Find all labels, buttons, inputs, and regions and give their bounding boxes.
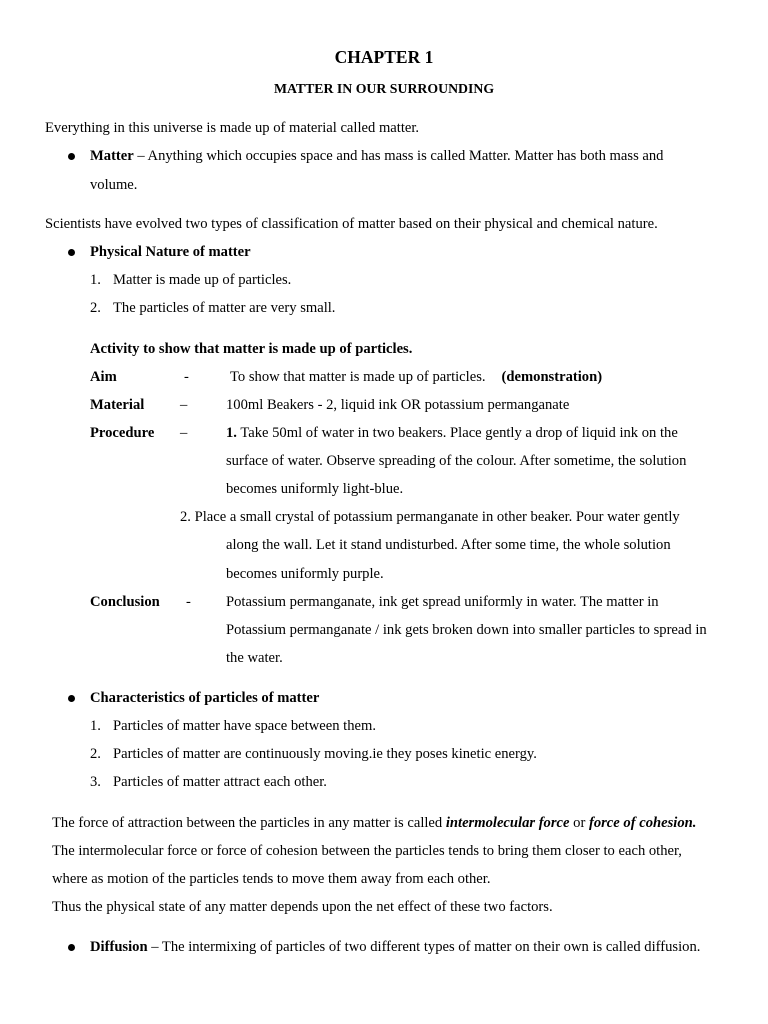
list-item: Particles of matter are continuously moving.ie they poses kinetic energy. xyxy=(113,746,537,762)
procedure-step-1 xyxy=(226,424,678,442)
bullet-icon xyxy=(68,249,75,256)
aim-text-body: To show that matter is made up of particles. xyxy=(230,369,486,385)
list-item-number: 3. xyxy=(90,774,101,790)
term-force-of-cohesion: force of cohesion. xyxy=(588,815,697,831)
force-paragraph xyxy=(52,814,696,832)
material-label: Material xyxy=(90,397,145,413)
list-item: Particles of matter have space between them. xyxy=(113,718,376,734)
aim-text xyxy=(230,368,602,386)
matter-term: Matter xyxy=(90,148,134,164)
classification-paragraph: Scientists have evolved two types of classification of matter based on their physical and chemical nature. xyxy=(45,216,658,232)
conclusion-text: Potassium permanganate, ink get spread uniformly in water. The matter in xyxy=(226,594,659,610)
bullet-icon xyxy=(68,153,75,160)
force-paragraph-line: The intermolecular force or force of cohesion between the particles tends to bring them closer to each other, xyxy=(52,843,682,859)
aim-label: Aim xyxy=(90,369,117,385)
procedure-step-1-cont: becomes uniformly light-blue. xyxy=(226,481,404,497)
diffusion-term: Diffusion xyxy=(90,939,148,955)
aim-dash: - xyxy=(184,369,189,385)
bullet-icon xyxy=(68,944,75,951)
force-text: The force of attraction between the particles in any matter is called xyxy=(52,815,446,831)
conclusion-text-cont: the water. xyxy=(226,650,283,666)
procedure-dash: – xyxy=(180,425,188,441)
list-item-number: 1. xyxy=(90,718,101,734)
procedure-label: Procedure xyxy=(90,425,155,441)
matter-definition-cont: volume. xyxy=(90,177,138,193)
matter-def-text: – Anything which occupies space and has mass is called Matter. Matter has both mass and xyxy=(133,148,664,164)
list-item-number: 1. xyxy=(90,272,101,288)
conclusion-dash: - xyxy=(186,594,191,610)
matter-definition xyxy=(90,147,663,165)
procedure-step-2-cont: becomes uniformly purple. xyxy=(226,566,384,582)
aim-note: (demonstration) xyxy=(501,369,603,385)
bullet-icon xyxy=(68,695,75,702)
chapter-subtitle: MATTER IN OUR SURROUNDING xyxy=(273,81,495,96)
material-dash: – xyxy=(180,397,188,413)
physical-nature-heading: Physical Nature of matter xyxy=(90,244,251,260)
list-item: Matter is made up of particles. xyxy=(113,272,292,288)
force-paragraph-line: Thus the physical state of any matter depends upon the net effect of these two factors. xyxy=(52,899,553,915)
conclusion-text-cont: Potassium permanganate / ink gets broken down into smaller particles to spread in xyxy=(226,622,707,638)
list-item-number: 2. xyxy=(90,746,101,762)
list-item: The particles of matter are very small. xyxy=(113,300,336,316)
procedure-step-1-cont: surface of water. Observe spreading of the colour. After sometime, the solution xyxy=(226,453,687,469)
term-intermolecular-force: intermolecular force xyxy=(445,815,570,831)
procedure-step-2: 2. Place a small crystal of potassium permanganate in other beaker. Pour water gently xyxy=(180,509,680,525)
conclusion-label: Conclusion xyxy=(90,594,160,610)
material-text: 100ml Beakers - 2, liquid ink OR potassium permanganate xyxy=(226,397,570,413)
list-item: Particles of matter attract each other. xyxy=(113,774,327,790)
characteristics-heading: Characteristics of particles of matter xyxy=(90,690,320,706)
procedure-step-1-text: Take 50ml of water in two beakers. Place gently a drop of liquid ink on the xyxy=(236,425,678,441)
procedure-step-2-cont: along the wall. Let it stand undisturbed. After some time, the whole solution xyxy=(226,537,671,553)
activity-heading: Activity to show that matter is made up of particles. xyxy=(90,341,413,357)
force-paragraph-line: where as motion of the particles tends to move them away from each other. xyxy=(52,871,491,887)
diffusion-definition xyxy=(90,938,700,956)
procedure-step-1-number: 1. xyxy=(226,425,237,441)
intro-paragraph: Everything in this universe is made up of material called matter. xyxy=(45,120,420,136)
force-or: or xyxy=(569,815,589,831)
chapter-title: CHAPTER 1 xyxy=(334,47,434,67)
diffusion-def-text: – The intermixing of particles of two different types of matter on their own is called diffusion. xyxy=(147,939,701,955)
list-item-number: 2. xyxy=(90,300,101,316)
